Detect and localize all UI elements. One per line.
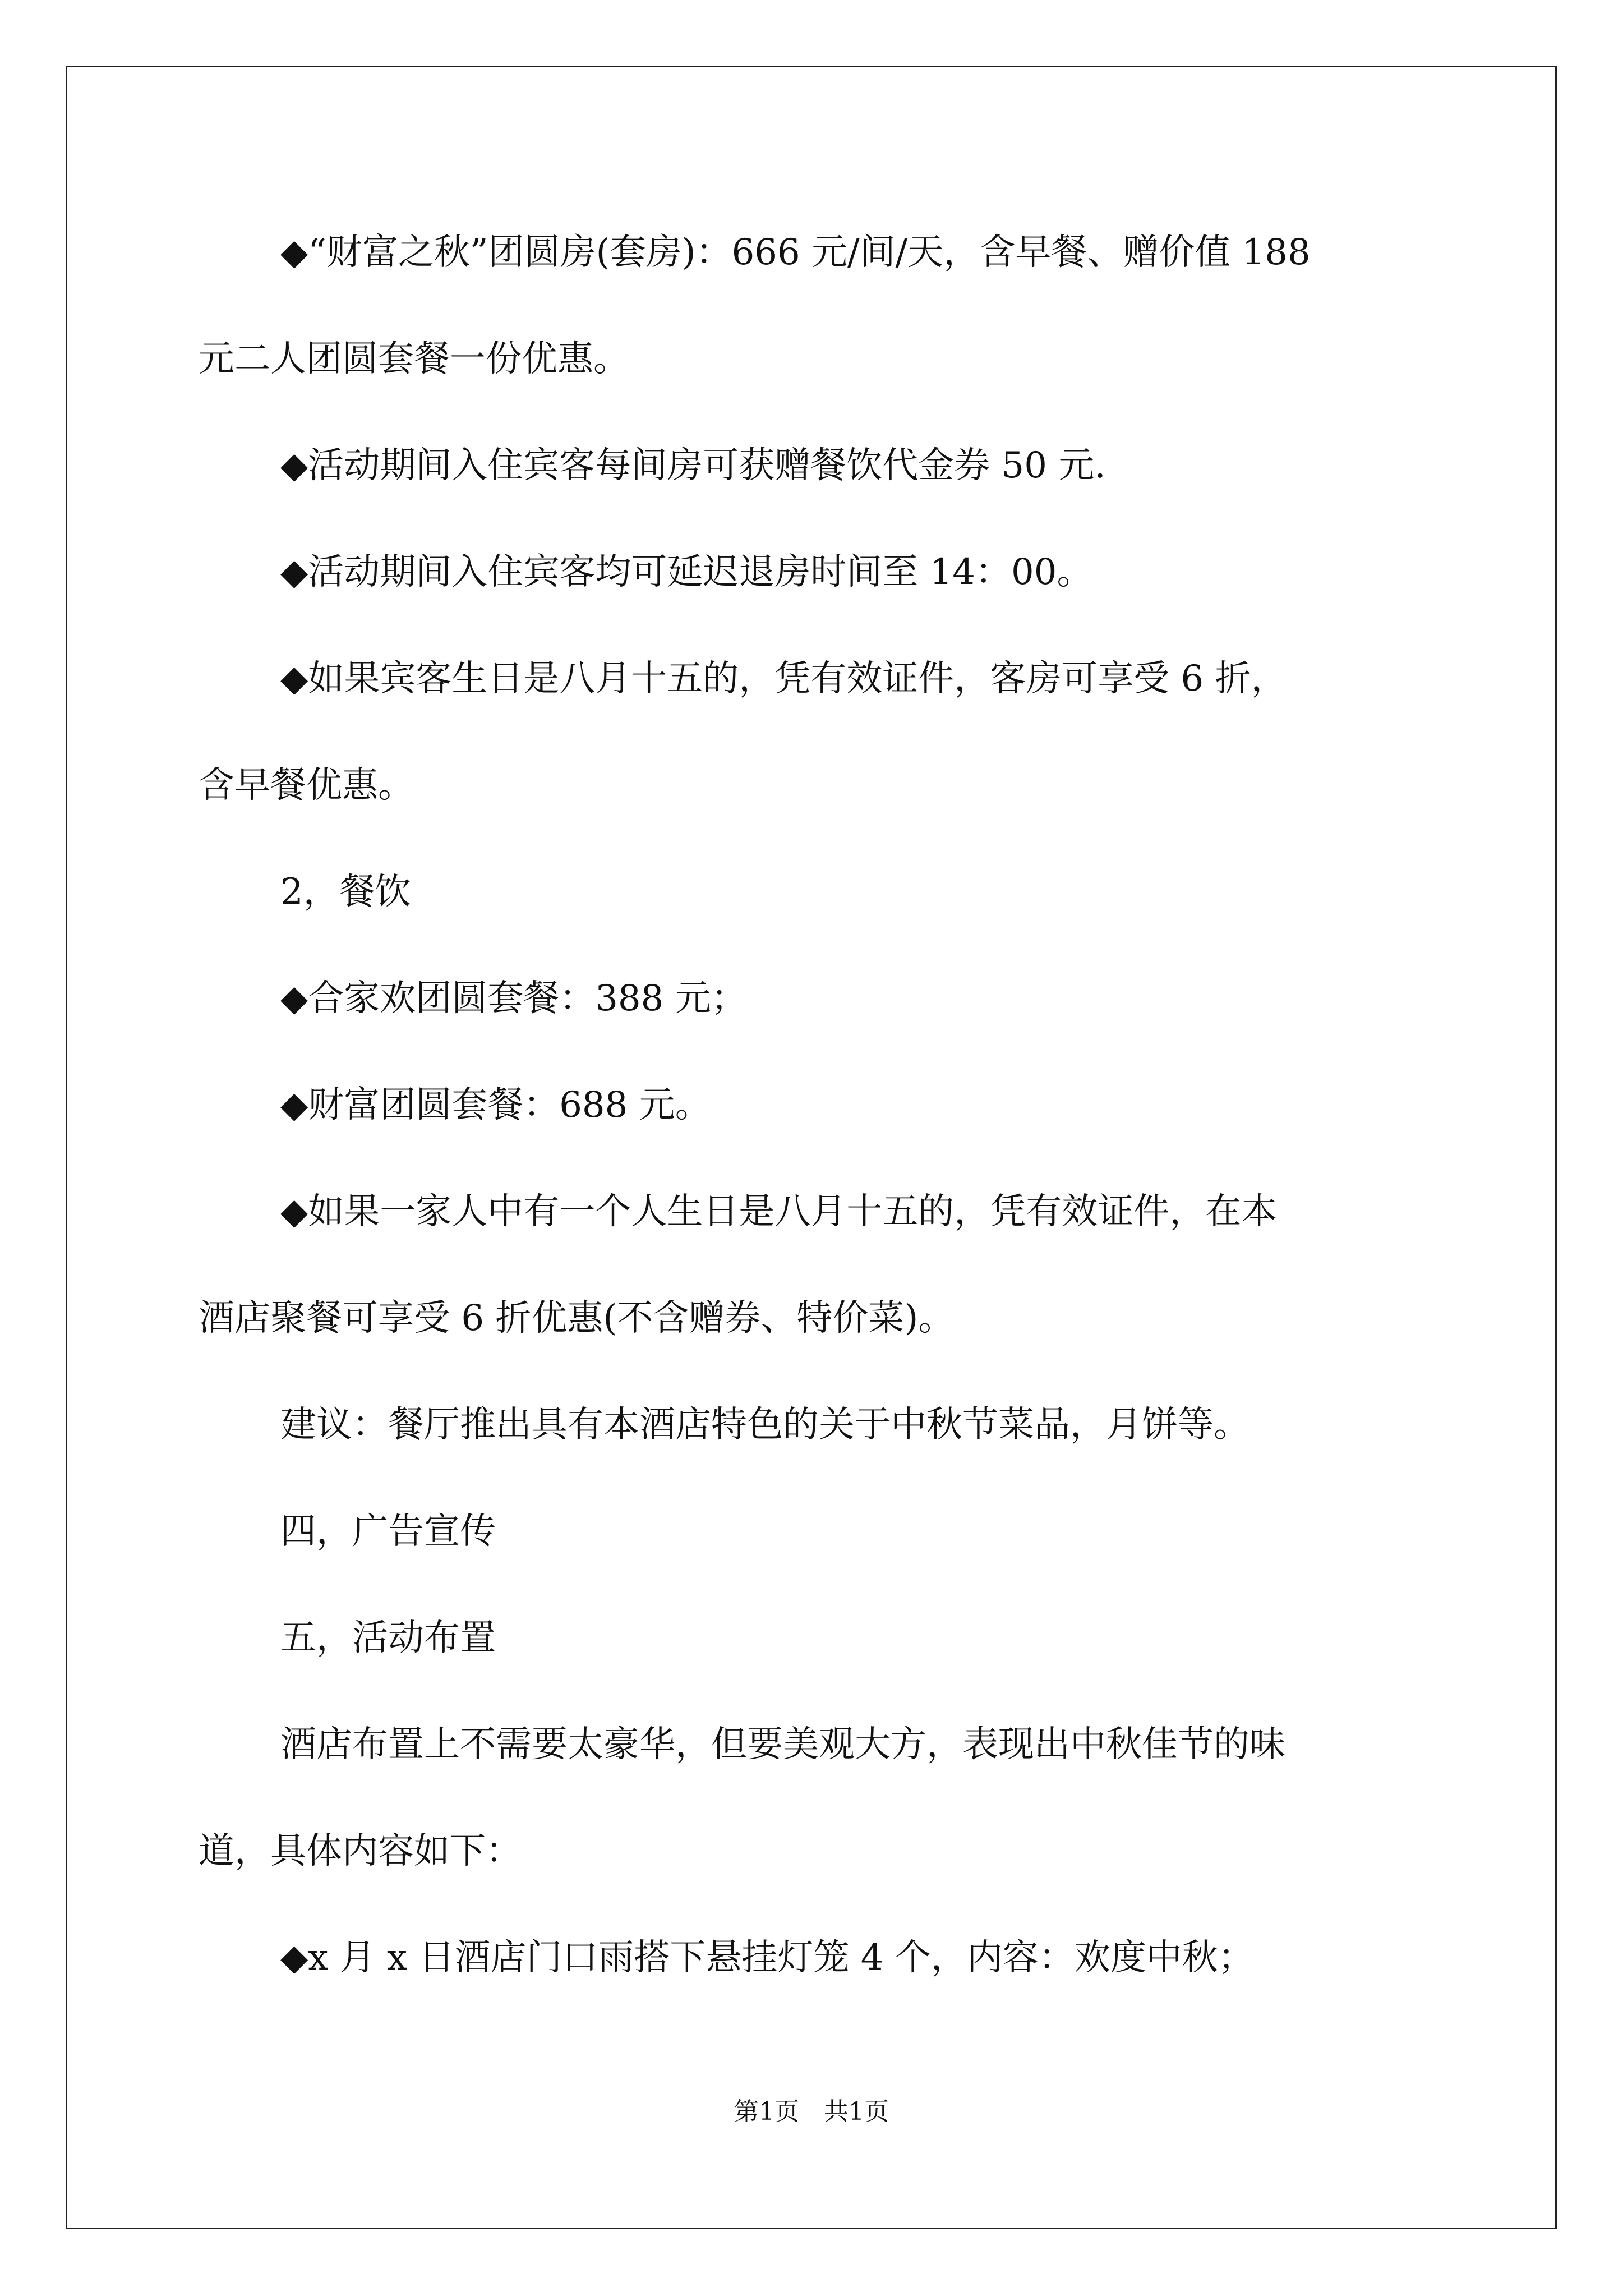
page-border: [66, 66, 1557, 2229]
paragraph-line: ◆财富团圆套餐：688 元。: [280, 1084, 711, 1126]
paragraph-line: 元二人团圆套餐一份优惠。: [199, 338, 629, 380]
paragraph-line: 含早餐优惠。: [199, 765, 414, 806]
section-heading: 四，广告宣传: [280, 1511, 496, 1552]
paragraph-line: ◆如果一家人中有一个人生日是八月十五的，凭有效证件，在本: [280, 1191, 1278, 1232]
paragraph-line: 道，具体内容如下：: [199, 1830, 522, 1872]
paragraph-line: ◆活动期间入住宾客每间房可获赠餐饮代金券 50 元.: [280, 445, 1106, 486]
paragraph-line: 酒店布置上不需要太豪华，但要美观大方，表现出中秋佳节的味: [280, 1724, 1285, 1765]
paragraph-line: ◆合家欢团圆套餐：388 元；: [280, 978, 747, 1019]
paragraph-line: ◆“财富之秋”团圆房(套房)：666 元/间/天，含早餐、赠价值 188: [280, 232, 1311, 273]
paragraph-line: 建议：餐厅推出具有本酒店特色的关于中秋节菜品，月饼等。: [280, 1404, 1249, 1446]
paragraph-line: ◆活动期间入住宾客均可延迟退房时间至 14：00。: [280, 551, 1093, 593]
section-heading: 五，活动布置: [280, 1617, 496, 1659]
page-number-footer: 第1页 共1页: [734, 2097, 889, 2126]
section-heading: 2，餐饮: [280, 871, 411, 913]
paragraph-line: 酒店聚餐可享受 6 折优惠(不含赠券、特价菜)。: [199, 1297, 955, 1339]
paragraph-line: ◆x 月 x 日酒店门口雨搭下悬挂灯笼 4 个，内容：欢度中秋；: [280, 1937, 1254, 1978]
paragraph-line: ◆如果宾客生日是八月十五的，凭有效证件，客房可享受 6 折，: [280, 658, 1287, 700]
